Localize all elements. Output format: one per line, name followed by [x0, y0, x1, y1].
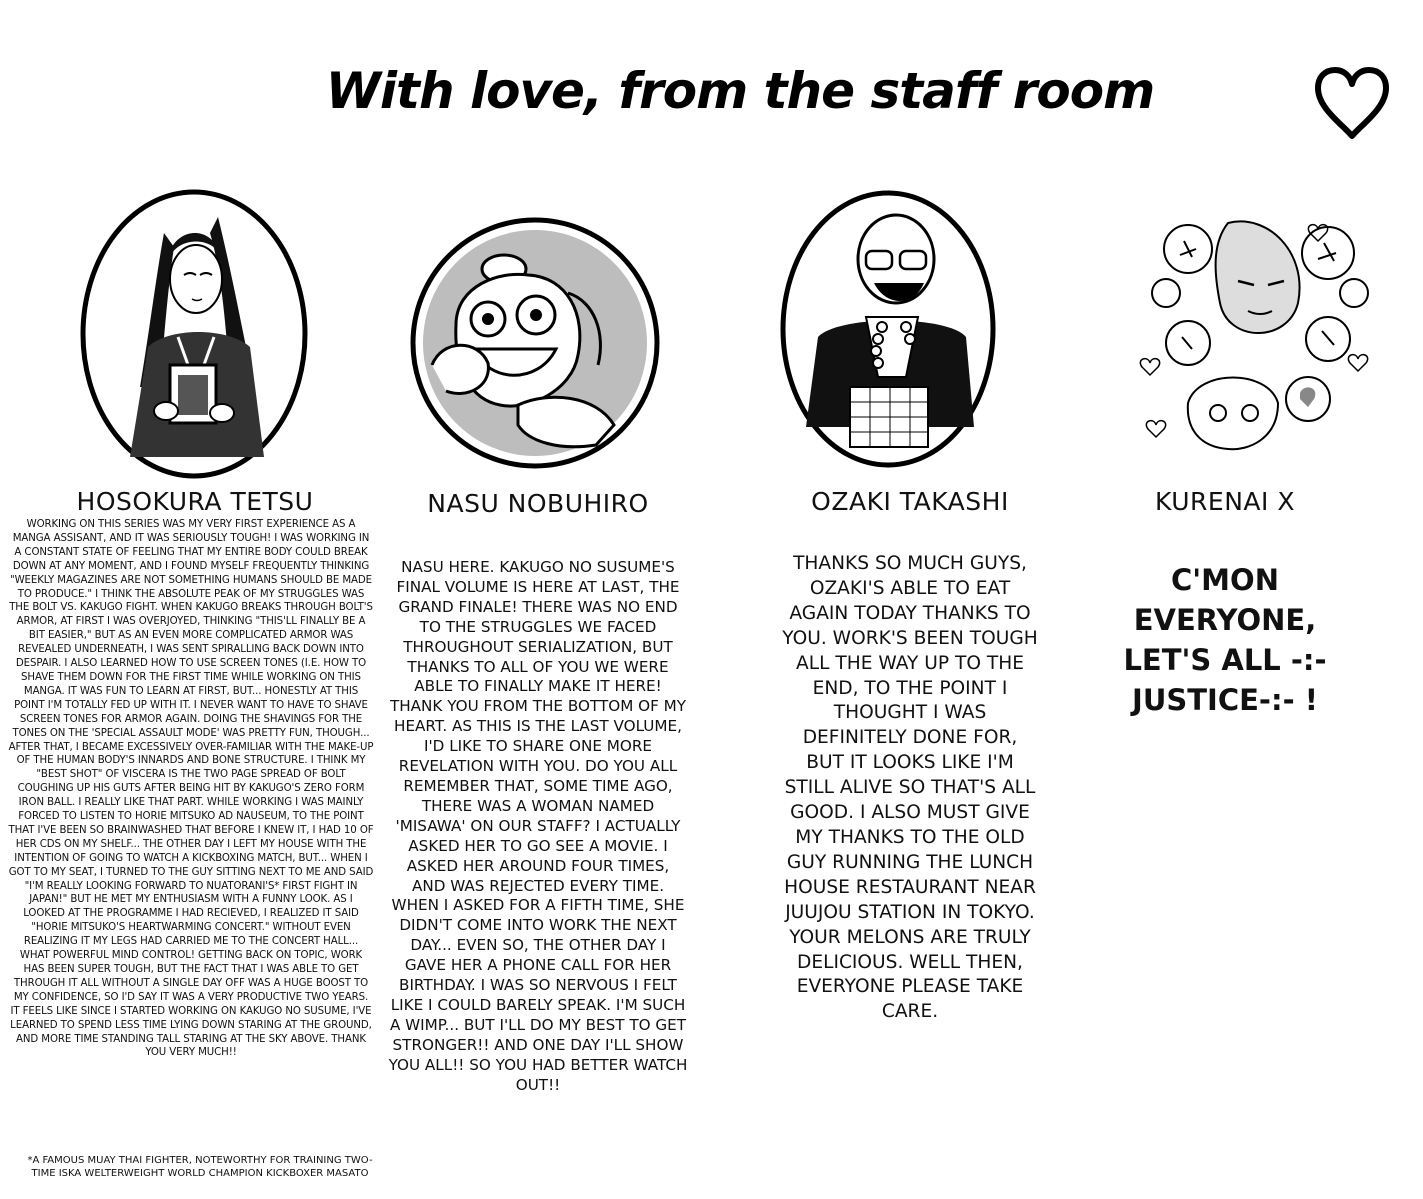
kurenai-portrait-drawing	[1128, 193, 1384, 491]
nasu-portrait-drawing	[408, 215, 662, 471]
footnote: *A FAMOUS MUAY THAI FIGHTER, NOTEWORTHY FOR TRAINING TWO-TIME ISKA WELTERWEIGHT WORLD CHAMPION KICKBOXER MASATO	[27, 1155, 373, 1179]
staff-message-ozaki-takashi: THANKS SO MUCH GUYS, OZAKI'S ABLE TO EAT AGAIN TODAY THANKS TO YOU. WORK'S BEEN TOUGH ALL THE WAY UP TO THE END, TO THE POINT I THOUGHT I WAS DEFINITELY DONE FOR, BUT IT LOOKS LIKE I'M STILL ALIVE SO THAT'S ALL GOOD. I ALSO MUST GIVE MY THANKS TO THE OLD GUY RUNNING THE LUNCH HOUSE RESTAURANT NEAR JUUJOU STATION IN TOKYO. YOUR MELONS ARE TRULY DELICIOUS. WELL THEN, EVERYONE PLEASE TAKE CARE.	[782, 553, 1038, 1023]
page-title: With love, from the staff room	[325, 62, 1155, 120]
ozaki-portrait-drawing	[778, 187, 998, 471]
portrait-ozaki-takashi	[778, 187, 998, 471]
staff-message-nasu-nobuhiro: NASU HERE. KAKUGO NO SUSUME'S FINAL VOLUME IS HERE AT LAST, THE GRAND FINALE! THERE WAS NO END TO THE STRUGGLES WE FACED THROUGHOUT SERIALIZATION, BUT THANKS TO ALL OF YOU WE WERE ABLE TO FINALLY MAKE IT HERE! THANK YOU FROM THE BOTTOM OF MY HEART. AS THIS IS THE LAST VOLUME, I'D LIKE TO SHARE ONE MORE REVELATION WITH YOU. DO YOU ALL REMEMBER THAT, SOME TIME AGO, THERE WAS A WOMAN NAMED 'MISAWA' ON OUR STAFF? I ACTUALLY ASKED HER TO GO SEE A MOVIE. I ASKED HER AROUND FOUR TIMES, AND WAS REJECTED EVERY TIME. WHEN I ASKED FOR A FIFTH TIME, SHE DIDN'T COME INTO WORK THE NEXT DAY... EVEN SO, THE OTHER DAY I GAVE HER A PHONE CALL FOR HER BIRTHDAY. I WAS SO NERVOUS I FELT LIKE I COULD BARELY SPEAK. I'M SUCH A WIMP... BUT I'LL DO MY BEST TO GET STRONGER!! AND ONE DAY I'LL SHOW YOU ALL!! SO YOU HAD BETTER WATCH OUT!!	[388, 558, 688, 1094]
portrait-nasu-nobuhiro	[408, 215, 662, 471]
staff-name-kurenai-x: KURENAI X	[1155, 487, 1295, 516]
portrait-kurenai-x	[1128, 193, 1384, 491]
staff-message-hosokura-tetsu: WORKING ON THIS SERIES WAS MY VERY FIRST EXPERIENCE AS A MANGA ASSISANT, AND IT WAS SERIOUSLY TOUGH! I WAS WORKING IN A CONSTANT STATE OF FEELING THAT MY ENTIRE BODY COULD BREAK DOWN AT ANY MOMENT, AND I FOUND MYSELF FREQUENTLY THINKING "WEEKLY MAGAZINES ARE NOT SOMETHING HUMANS SHOULD BE MADE TO PRODUCE." I THINK THE ABSOLUTE PEAK OF MY STRUGGLES WAS THE BOLT VS. KAKUGO FIGHT. WHEN KAKUGO BREAKS THROUGH BOLT'S ARMOR, AT FIRST I WAS OVERJOYED, THINKING "THIS'LL FINALLY BE A BIT EASIER," BUT AS AN EVEN MORE COMPLICATED ARMOR WAS REVEALED UNDERNEATH, I WAS SENT SPIRALLING BACK DOWN INTO DESPAIR. I ALSO LEARNED HOW TO USE SCREEN TONES (I.E. HOW TO SHAVE THEM DOWN FOR THE FIRST TIME WHILE WORKING ON THIS MANGA. IT WAS FUN TO LEARN AT FIRST, BUT... HONESTLY AT THIS POINT I'M TOTALLY FED UP WITH IT. I NEVER WANT TO HAVE TO SHAVE SCREEN TONES FOR ARMOR AGAIN. DOING THE SHAVINGS FOR THE TONES ON THE 'SPECIAL ASSAULT MODE' WAS PRETTY FUN, THOUGH... AFTER THAT, I BECAME EXCESSIVELY OVER-FAMILIAR WITH THE MAKE-UP OF THE HUMAN BODY'S INNARDS AND BONE STRUCTURE. I THINK MY "BEST SHOT" OF VISCERA IS THE TWO PAGE SPREAD OF BOLT COUGHING UP HIS GUTS AFTER BEING HIT BY KAKUGO'S ZERO FORM IRON BALL. I REALLY LIKE THAT PART. WHILE WORKING I WAS MAINLY FORCED TO LISTEN TO HORIE MITSUKO AD NAUSEUM, TO THE POINT THAT I'VE BEEN SO BRAINWASHED THAT BEFORE I KNEW IT, I HAD 10 OF HER CDS ON MY SHELF... THE OTHER DAY I LEFT MY HOUSE WITH THE INTENTION OF GOING TO WATCH A KICKBOXING MATCH, BUT... WHEN I GOT TO MY SEAT, I TURNED TO THE GUY SITTING NEXT TO ME AND SAID "I'M REALLY LOOKING FORWARD TO NUATORANI'S* FIRST FIGHT IN JAPAN!" BUT HE MET MY ENTHUSIASM WITH A FUNNY LOOK. AS I LOOKED AT THE PROGRAMME I HAD RECIEVED, I REALIZED IT SAID "HORIE MITSUKO'S HEARTWARMING CONCERT." WITHOUT EVEN REALIZING IT MY LEGS HAD CARRIED ME TO THE CONCERT HALL... WHAT POWERFUL MIND CONTROL! GETTING BACK ON TOPIC, WORK HAS BEEN SUPER TOUGH, BUT THE FACT THAT I WAS ABLE TO GET THROUGH IT ALL WITHOUT A SINGLE DAY OFF WAS A HUGE BOOST TO MY CONFIDENCE, SO I'D SAY IT WAS A VERY PRODUCTIVE TWO YEARS. IT FEELS LIKE SINCE I STARTED WORKING ON KAKUGO NO SUSUME, I'VE LEARNED TO SPEND LESS TIME LYING DOWN STARING AT THE GROUND, AND MORE TIME STANDING TALL STARING AT THE SKY ABOVE. THANK YOU VERY MUCH!!	[8, 519, 374, 1059]
hosokura-portrait-drawing	[78, 187, 310, 481]
staff-name-nasu-nobuhiro: NASU NOBUHIRO	[427, 489, 649, 518]
portrait-hosokura-tetsu	[78, 187, 310, 481]
staff-name-ozaki-takashi: OZAKI TAKASHI	[811, 487, 1009, 516]
staff-name-hosokura-tetsu: HOSOKURA TETSU	[76, 487, 314, 516]
staff-message-kurenai-x: C'MON EVERYONE, LET'S ALL -:-JUSTICE-:- !	[1123, 563, 1327, 717]
heart-outline-icon	[1312, 64, 1392, 144]
